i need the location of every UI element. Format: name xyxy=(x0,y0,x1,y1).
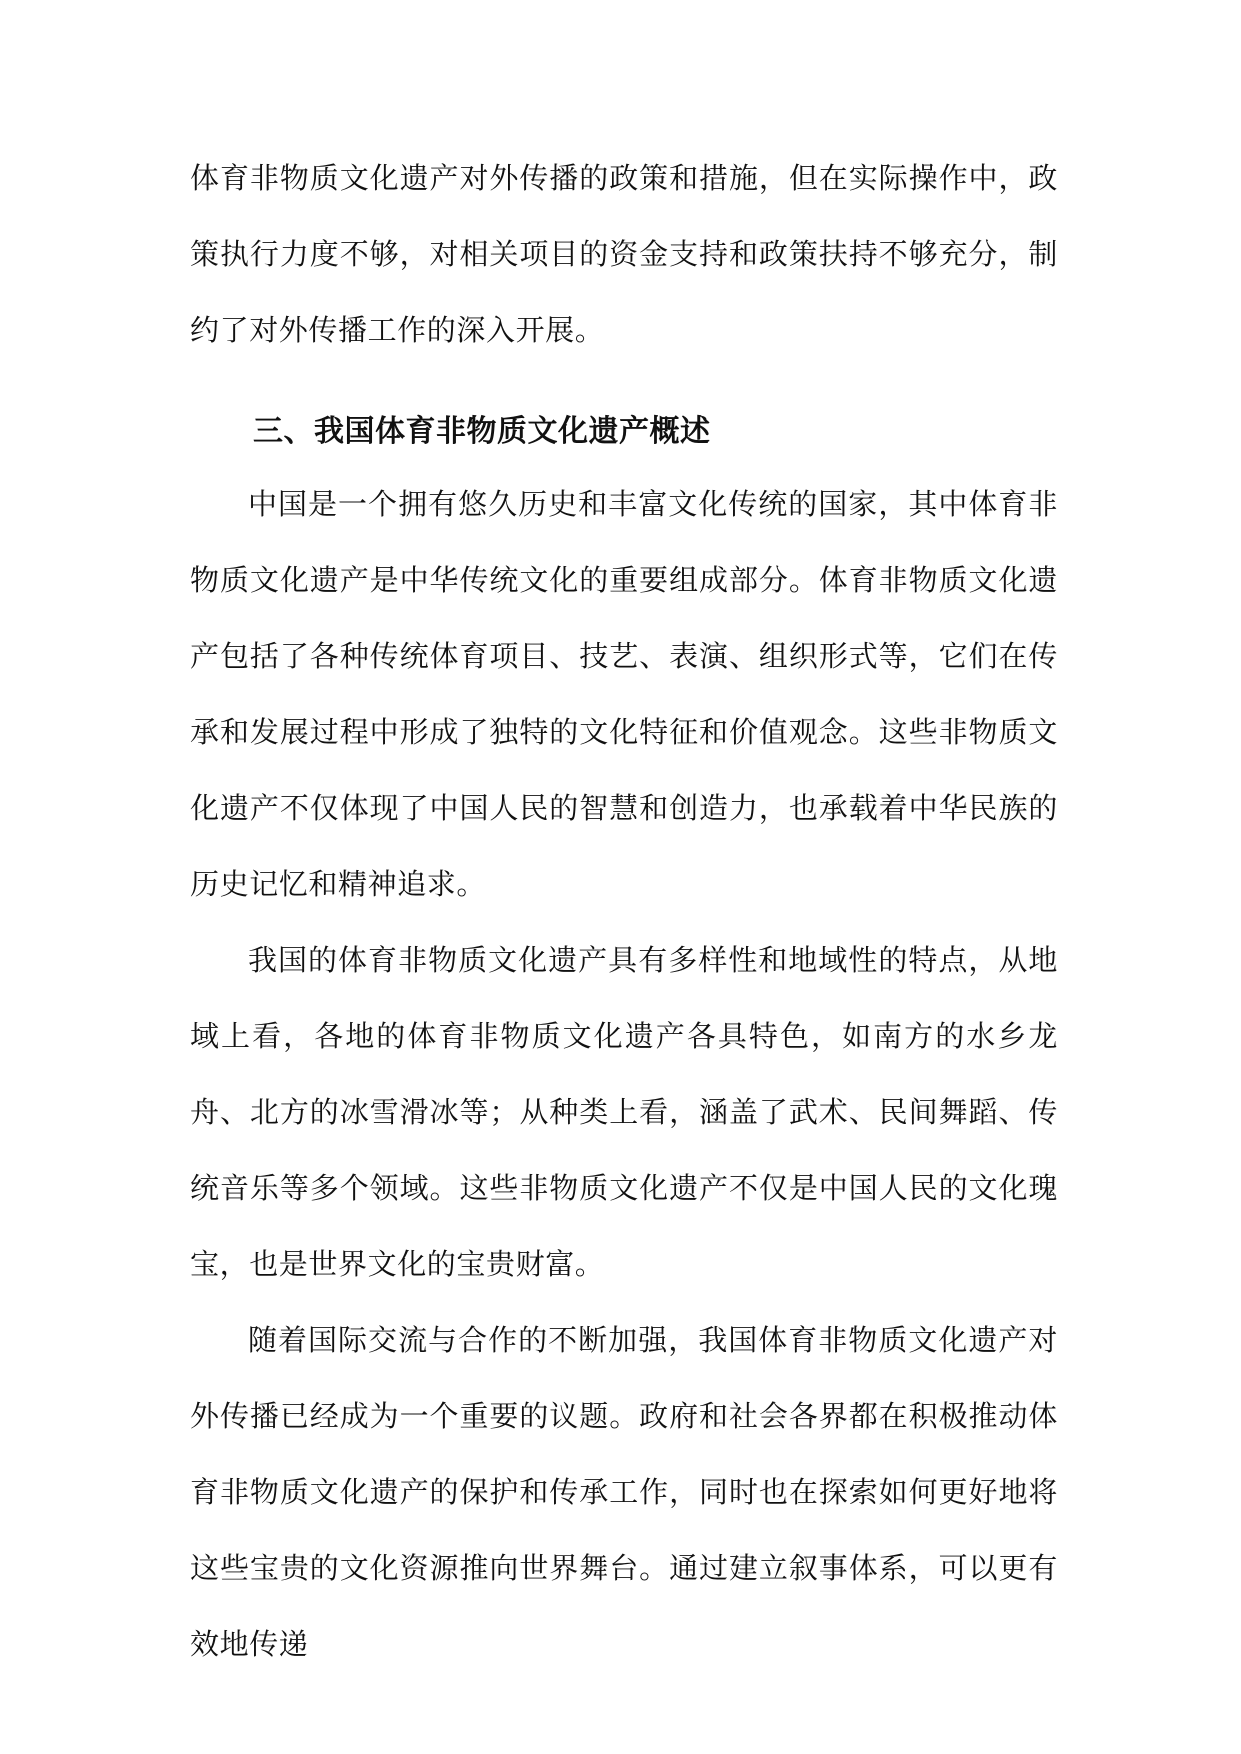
section-heading: 三、我国体育非物质文化遗产概述 xyxy=(253,414,711,449)
body-paragraph: 我国的体育非物质文化遗产具有多样性和地域性的特点，从地域上看，各地的体育非物质文化遗产各具特色，如南方的水乡龙舟、北方的冰雪滑冰等；从种类上看，涵盖了武术、民间舞蹈、传统音乐等多个领域。这些非物质文化遗产不仅是中国人民的文化瑰宝，也是世界文化的宝贵财富。 xyxy=(190,943,1058,1281)
document-page xyxy=(190,140,1058,1682)
body-paragraph: 随着国际交流与合作的不断加强，我国体育非物质文化遗产对外传播已经成为一个重要的议题。政府和社会各界都在积极推动体育非物质文化遗产的保护和传承工作，同时也在探索如何更好地将这些宝贵的文化资源推向世界舞台。通过建立叙事体系，可以更有效地传递 xyxy=(190,1323,1058,1661)
body-paragraph: 中国是一个拥有悠久历史和丰富文化传统的国家，其中体育非物质文化遗产是中华传统文化的重要组成部分。体育非物质文化遗产包括了各种传统体育项目、技艺、表演、组织形式等，它们在传承和发展过程中形成了独特的文化特征和价值观念。这些非物质文化遗产不仅体现了中国人民的智慧和创造力，也承载着中华民族的历史记忆和精神追求。 xyxy=(190,487,1058,901)
continuation-paragraph: 体育非物质文化遗产对外传播的政策和措施，但在实际操作中，政策执行力度不够，对相关项目的资金支持和政策扶持不够充分，制约了对外传播工作的深入开展。 xyxy=(190,161,1058,347)
